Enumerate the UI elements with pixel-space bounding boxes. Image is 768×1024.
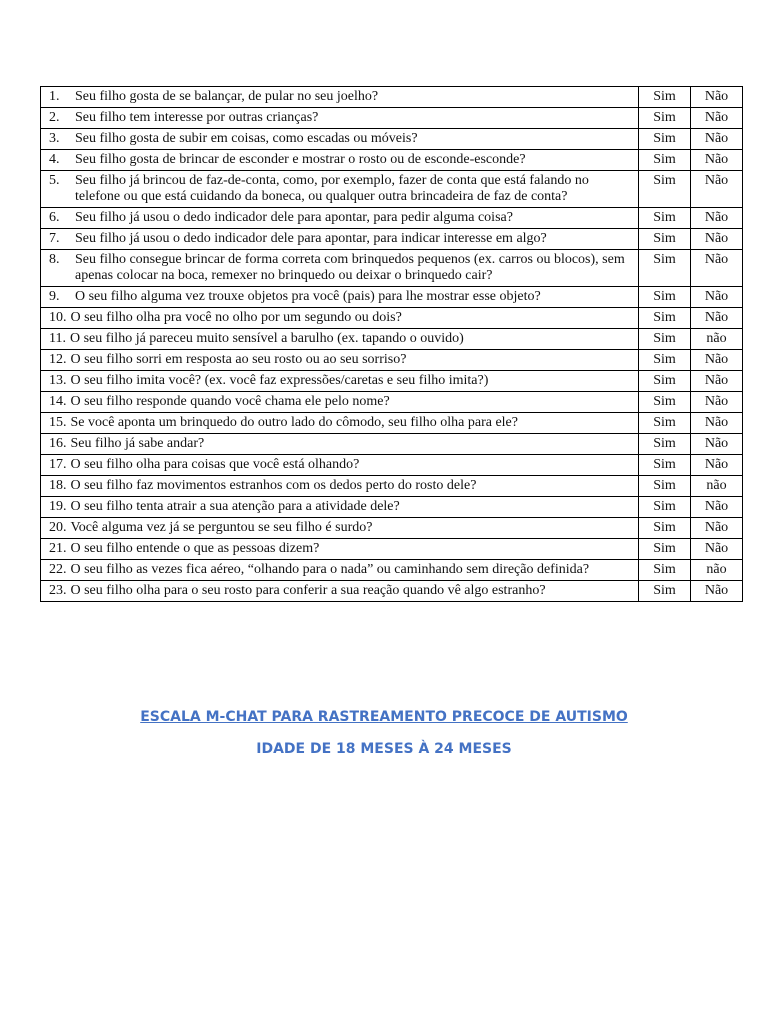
question-cell: [41, 287, 639, 308]
question-number: 15.: [49, 415, 67, 430]
answer-yes[interactable]: Sim: [639, 434, 691, 455]
answer-yes[interactable]: Sim: [639, 150, 691, 171]
mchat-question-table: [40, 86, 743, 602]
question-row: [41, 287, 743, 308]
answer-yes[interactable]: Sim: [639, 581, 691, 602]
question-number: 18.: [49, 478, 67, 493]
answer-yes[interactable]: Sim: [639, 413, 691, 434]
question-number: 3.: [49, 131, 60, 146]
question-text: O seu filho alguma vez trouxe objetos pra você (pais) para lhe mostrar esse objeto?: [75, 289, 541, 304]
answer-no[interactable]: Não: [691, 455, 743, 476]
question-text: Seu filho tem interesse por outras crianças?: [75, 110, 319, 125]
question-cell: [41, 350, 639, 371]
question-text: O seu filho as vezes fica aéreo, “olhando para o nada” ou caminhando sem direção definida?: [70, 562, 590, 577]
answer-no[interactable]: Não: [691, 581, 743, 602]
question-number: 14.: [49, 394, 67, 409]
question-text: O seu filho olha pra você no olho por um segundo ou dois?: [70, 310, 402, 325]
question-row: [41, 129, 743, 150]
question-text: Seu filho gosta de brincar de esconder e mostrar o rosto ou de esconde-esconde?: [75, 152, 526, 167]
question-cell: [41, 308, 639, 329]
answer-yes[interactable]: Sim: [639, 329, 691, 350]
question-row: [41, 208, 743, 229]
question-row: [41, 560, 743, 581]
answer-no[interactable]: Não: [691, 171, 743, 208]
answer-no[interactable]: Não: [691, 150, 743, 171]
question-number: 23.: [49, 583, 67, 598]
question-cell: [41, 455, 639, 476]
question-number: 11.: [49, 331, 66, 346]
scale-title: ESCALA M-CHAT PARA RASTREAMENTO PRECOCE DE AUTISMO: [140, 709, 628, 725]
answer-yes[interactable]: Sim: [639, 497, 691, 518]
answer-no[interactable]: não: [691, 560, 743, 581]
answer-no[interactable]: Não: [691, 250, 743, 287]
answer-no[interactable]: Não: [691, 539, 743, 560]
question-row: [41, 250, 743, 287]
question-number: 12.: [49, 352, 67, 367]
question-number: 8.: [49, 252, 60, 267]
question-number: 7.: [49, 231, 60, 246]
answer-yes[interactable]: Sim: [639, 539, 691, 560]
answer-no[interactable]: Não: [691, 371, 743, 392]
answer-yes[interactable]: Sim: [639, 392, 691, 413]
question-cell: [41, 150, 639, 171]
question-cell: [41, 371, 639, 392]
answer-no[interactable]: Não: [691, 229, 743, 250]
question-row: [41, 413, 743, 434]
question-text: O seu filho olha para coisas que você está olhando?: [70, 457, 360, 472]
question-row: [41, 455, 743, 476]
question-row: [41, 434, 743, 455]
question-text: Seu filho gosta de subir em coisas, como escadas ou móveis?: [75, 131, 418, 146]
question-cell: [41, 518, 639, 539]
question-number: 9.: [49, 289, 60, 304]
question-text: O seu filho imita você? (ex. você faz expressões/caretas e seu filho imita?): [70, 373, 489, 388]
question-row: [41, 171, 743, 208]
question-cell: [41, 208, 639, 229]
question-cell: [41, 129, 639, 150]
answer-no[interactable]: Não: [691, 287, 743, 308]
question-number: 6.: [49, 210, 60, 225]
answer-no[interactable]: Não: [691, 350, 743, 371]
question-row: [41, 392, 743, 413]
question-row: [41, 371, 743, 392]
answer-no[interactable]: Não: [691, 87, 743, 108]
question-cell: [41, 539, 639, 560]
answer-yes[interactable]: Sim: [639, 229, 691, 250]
question-cell: [41, 392, 639, 413]
question-cell: [41, 229, 639, 250]
question-number: 19.: [49, 499, 67, 514]
answer-no[interactable]: Não: [691, 208, 743, 229]
answer-yes[interactable]: Sim: [639, 455, 691, 476]
question-list: [41, 87, 743, 602]
answer-yes[interactable]: Sim: [639, 518, 691, 539]
question-cell: [41, 560, 639, 581]
answer-yes[interactable]: Sim: [639, 308, 691, 329]
question-number: 20.: [49, 520, 67, 535]
answer-no[interactable]: Não: [691, 413, 743, 434]
answer-no[interactable]: Não: [691, 308, 743, 329]
question-cell: [41, 581, 639, 602]
answer-no[interactable]: não: [691, 476, 743, 497]
question-text: O seu filho sorri em resposta ao seu rosto ou ao seu sorriso?: [70, 352, 407, 367]
question-number: 4.: [49, 152, 60, 167]
answer-yes[interactable]: Sim: [639, 87, 691, 108]
answer-no[interactable]: Não: [691, 518, 743, 539]
answer-yes[interactable]: Sim: [639, 171, 691, 208]
answer-yes[interactable]: Sim: [639, 350, 691, 371]
question-text: Se você aponta um brinquedo do outro lado do cômodo, seu filho olha para ele?: [70, 415, 518, 430]
age-range-title: IDADE DE 18 MESES À 24 MESES: [256, 741, 512, 757]
answer-yes[interactable]: Sim: [639, 287, 691, 308]
answer-no[interactable]: Não: [691, 129, 743, 150]
question-cell: [41, 476, 639, 497]
question-text: O seu filho já pareceu muito sensível a barulho (ex. tapando o ouvido): [69, 331, 464, 346]
answer-no[interactable]: Não: [691, 434, 743, 455]
question-cell: [41, 413, 639, 434]
question-cell: [41, 329, 639, 350]
question-number: 5.: [49, 173, 60, 188]
question-cell: [41, 497, 639, 518]
question-text: Seu filho consegue brincar de forma correta com brinquedos pequenos (ex. carros ou blocos), sem apenas colocar na boca, remexer no brinquedo ou deixar o brinquedo cair?: [75, 252, 625, 283]
question-cell: [41, 434, 639, 455]
answer-yes[interactable]: Sim: [639, 250, 691, 287]
question-row: [41, 87, 743, 108]
question-cell: [41, 171, 639, 208]
answer-yes[interactable]: Sim: [639, 560, 691, 581]
question-number: 1.: [49, 89, 60, 104]
question-row: [41, 150, 743, 171]
question-text: Seu filho já brincou de faz-de-conta, como, por exemplo, fazer de conta que está falando no telefone ou que está cuidando da boneca, ou qualquer outra brincadeira de faz de conta?: [75, 173, 589, 204]
question-text: O seu filho responde quando você chama ele pelo nome?: [70, 394, 390, 409]
question-row: [41, 229, 743, 250]
answer-no[interactable]: Não: [691, 108, 743, 129]
question-number: 17.: [49, 457, 67, 472]
question-row: [41, 497, 743, 518]
question-row: [41, 581, 743, 602]
answer-yes[interactable]: Sim: [639, 108, 691, 129]
question-number: 2.: [49, 110, 60, 125]
question-row: [41, 518, 743, 539]
question-text: Seu filho já usou o dedo indicador dele para apontar, para indicar interesse em algo?: [75, 231, 547, 246]
answer-no[interactable]: Não: [691, 497, 743, 518]
question-row: [41, 308, 743, 329]
question-text: Seu filho já usou o dedo indicador dele para apontar, para pedir alguma coisa?: [75, 210, 513, 225]
question-cell: [41, 250, 639, 287]
question-number: 10.: [49, 310, 67, 325]
question-number: 13.: [49, 373, 67, 388]
question-text: Você alguma vez já se perguntou se seu filho é surdo?: [70, 520, 373, 535]
question-text: O seu filho olha para o seu rosto para conferir a sua reação quando vê algo estranho?: [70, 583, 546, 598]
question-cell: [41, 87, 639, 108]
answer-yes[interactable]: Sim: [639, 371, 691, 392]
question-text: O seu filho entende o que as pessoas dizem?: [70, 541, 320, 556]
question-number: 22.: [49, 562, 67, 577]
answer-yes[interactable]: Sim: [639, 476, 691, 497]
question-text: O seu filho tenta atrair a sua atenção para a atividade dele?: [70, 499, 400, 514]
question-row: [41, 476, 743, 497]
question-row: [41, 350, 743, 371]
answer-yes[interactable]: Sim: [639, 129, 691, 150]
question-text: Seu filho gosta de se balançar, de pular no seu joelho?: [75, 89, 379, 104]
question-text: O seu filho faz movimentos estranhos com os dedos perto do rosto dele?: [70, 478, 477, 493]
answer-yes[interactable]: Sim: [639, 208, 691, 229]
question-cell: [41, 108, 639, 129]
answer-no[interactable]: Não: [691, 392, 743, 413]
question-number: 16.: [49, 436, 67, 451]
question-number: 21.: [49, 541, 67, 556]
question-row: [41, 329, 743, 350]
question-row: [41, 108, 743, 129]
question-row: [41, 539, 743, 560]
answer-no[interactable]: não: [691, 329, 743, 350]
question-text: Seu filho já sabe andar?: [70, 436, 205, 451]
